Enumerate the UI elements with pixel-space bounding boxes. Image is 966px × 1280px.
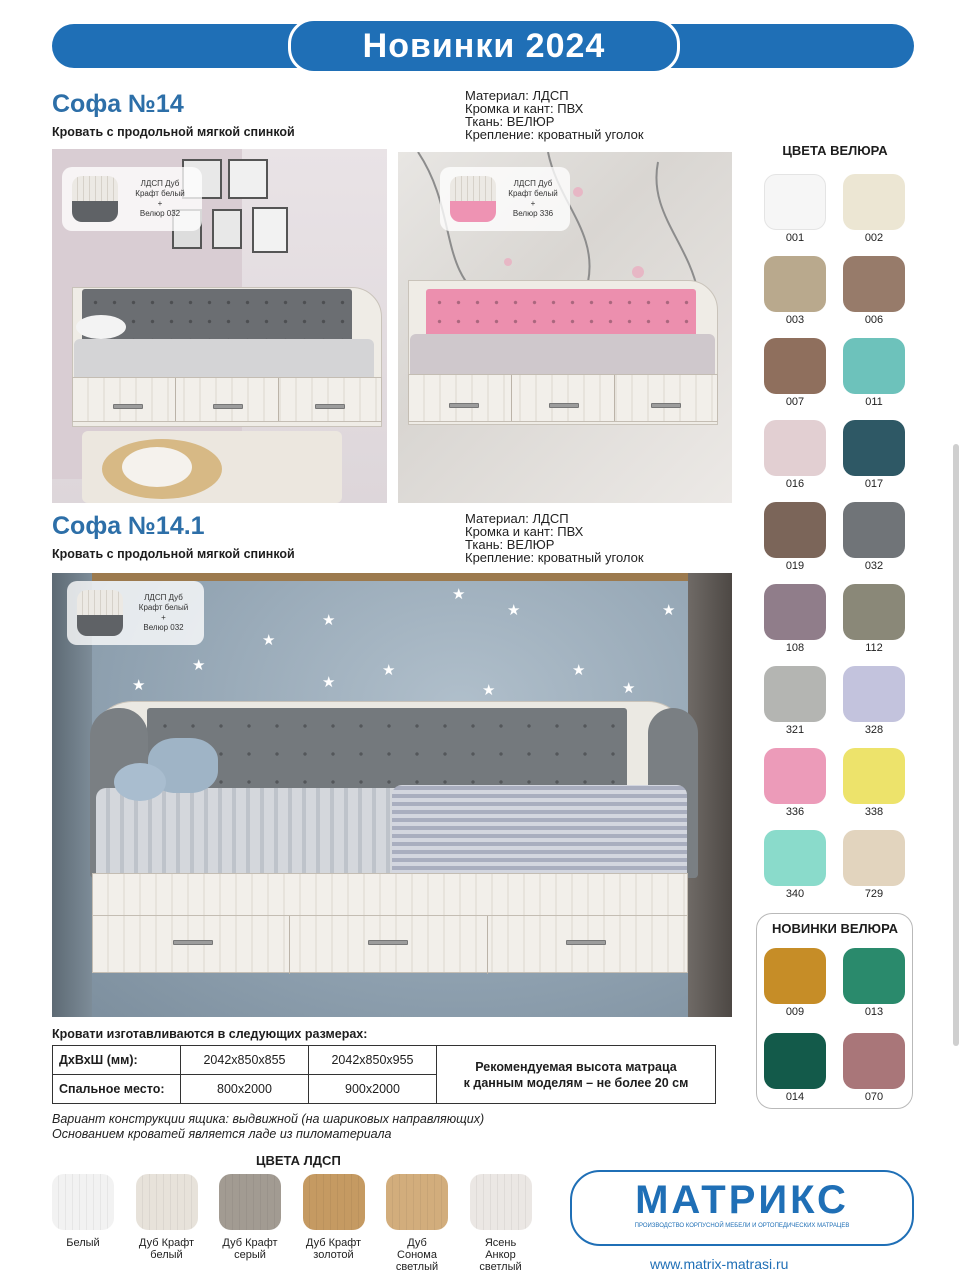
velour-swatch-001: [764, 174, 826, 230]
sizes-table: [52, 1045, 716, 1104]
velour-swatch-003: [764, 256, 826, 312]
velour-code: 002: [864, 232, 884, 244]
velour-swatch-016: [764, 420, 826, 476]
velour-swatch-338: [843, 748, 905, 804]
material-badge-1: ЛДСП Дуб Крафт белый + Велюр 032: [62, 167, 202, 231]
velour-code: 009: [785, 1006, 805, 1018]
velour-swatch-002: [843, 174, 905, 230]
ldsp-name: Ясень Анкор светлый: [479, 1237, 522, 1273]
velour-swatch-328: [843, 666, 905, 722]
mattress-note: Рекомендуемая высота матраца к данным моделям – не более 20 см: [437, 1046, 716, 1104]
star-icon: ★: [262, 632, 276, 649]
star-icon: ★: [132, 677, 146, 694]
velour-code: 006: [864, 314, 884, 326]
spec-mount: Крепление: кроватный уголок: [465, 127, 644, 142]
velour-swatch-007: [764, 338, 826, 394]
model2-specs: [465, 512, 644, 564]
model2-title: Софа №14.1: [52, 512, 205, 540]
velour-code: 001: [785, 232, 805, 244]
ldsp-swatch: [303, 1174, 365, 1230]
new-velour-swatch-013: [843, 948, 905, 1004]
model2-subtitle: Кровать с продольной мягкой спинкой: [52, 547, 295, 561]
velour-code: 321: [785, 724, 805, 736]
scrollbar[interactable]: [953, 444, 959, 1046]
new-velour-title: НОВИНКИ ВЕЛЮРА: [771, 921, 898, 936]
ldsp-swatch: [386, 1174, 448, 1230]
velour-code: 328: [864, 724, 884, 736]
ldsp-swatch: [470, 1174, 532, 1230]
velour-code: 016: [785, 478, 805, 490]
velour-code: 019: [785, 560, 805, 572]
star-icon: ★: [382, 662, 396, 679]
spec-mount: Крепление: кроватный уголок: [465, 550, 644, 565]
new-velour-swatch-014: [764, 1033, 826, 1089]
logo-tagline: ПРОИЗВОДСТВО КОРПУСНОЙ МЕБЕЛИ И ОРТОПЕДИЧЕСКИХ МАТРАЦЕВ: [634, 1223, 850, 1229]
model1-title: Софа №14: [52, 90, 184, 118]
sofa14-pink-photo: [398, 152, 732, 503]
ldsp-swatch: [52, 1174, 114, 1230]
construction-notes: Вариант конструкции ящика: выдвижной (на шариковых направляющих) Основанием кроватей является ладе из пиломатериала: [52, 1112, 485, 1141]
velour-swatch-011: [843, 338, 905, 394]
velour-code: 013: [864, 1006, 884, 1018]
star-icon: ★: [622, 680, 636, 697]
velour-swatch-336: [764, 748, 826, 804]
spec-material: Материал: ЛДСП: [465, 511, 569, 526]
ldsp-name: Дуб Крафт серый: [222, 1237, 278, 1261]
sleep-value: 800х2000: [181, 1075, 309, 1104]
material-badge-2: ЛДСП Дуб Крафт белый + Велюр 336: [440, 167, 570, 231]
velour-swatch-032: [843, 502, 905, 558]
star-icon: ★: [322, 674, 336, 691]
star-icon: ★: [507, 602, 521, 619]
velour-swatch-112: [843, 584, 905, 640]
velour-code: 011: [865, 396, 883, 408]
ldsp-name: Белый: [66, 1237, 100, 1249]
dims-value: 2042х850х855: [181, 1046, 309, 1075]
model1-subtitle: Кровать с продольной мягкой спинкой: [52, 125, 295, 139]
spec-material: Материал: ЛДСП: [465, 88, 569, 103]
sofa14-grey-photo: [52, 149, 387, 503]
star-icon: ★: [662, 602, 676, 619]
ldsp-name: Дуб Крафт белый: [138, 1237, 195, 1261]
new-velour-swatch-070: [843, 1033, 905, 1089]
spec-edge: Кромка и кант: ПВХ: [465, 524, 584, 539]
logo-word: МАТРИКС: [635, 1178, 849, 1222]
sizes-heading: Кровати изготавливаются в следующих размерах:: [52, 1027, 368, 1041]
velour-swatch-340: [764, 830, 826, 886]
spec-fabric: Ткань: ВЕЛЮР: [465, 537, 555, 552]
velour-code: 017: [864, 478, 884, 490]
velour-code: 003: [785, 314, 805, 326]
velour-swatch-108: [764, 584, 826, 640]
spec-edge: Кромка и кант: ПВХ: [465, 101, 584, 116]
star-icon: ★: [482, 682, 496, 699]
sleep-label: Спальное место:: [53, 1075, 181, 1104]
velour-code: 070: [864, 1091, 884, 1103]
ldsp-swatch: [219, 1174, 281, 1230]
velour-code: 007: [785, 396, 805, 408]
dims-label: ДхВхШ (мм):: [53, 1046, 181, 1075]
ldsp-swatch: [136, 1174, 198, 1230]
velour-swatch-729: [843, 830, 905, 886]
table-row: [53, 1046, 716, 1075]
velour-swatch-019: [764, 502, 826, 558]
sleep-value: 900х2000: [309, 1075, 437, 1104]
new-velour-swatch-009: [764, 948, 826, 1004]
page-title: Новинки 2024: [288, 18, 680, 74]
velour-swatch-321: [764, 666, 826, 722]
material-badge-3: ЛДСП Дуб Крафт белый + Велюр 032: [67, 581, 204, 645]
velour-code: 112: [865, 642, 883, 654]
velour-code: 032: [864, 560, 884, 572]
ldsp-name: Дуб Сонома светлый: [395, 1237, 439, 1273]
spec-fabric: Ткань: ВЕЛЮР: [465, 114, 555, 129]
model1-specs: [465, 89, 644, 141]
velour-title: ЦВЕТА ВЕЛЮРА: [782, 143, 888, 158]
velour-code: 108: [785, 642, 805, 654]
star-icon: ★: [322, 612, 336, 629]
website-link[interactable]: www.matrix-matrasi.ru: [650, 1256, 789, 1272]
dims-value: 2042х850х955: [309, 1046, 437, 1075]
velour-code: 338: [864, 806, 884, 818]
velour-swatch-006: [843, 256, 905, 312]
ldsp-name: Дуб Крафт золотой: [305, 1237, 362, 1261]
velour-swatch-017: [843, 420, 905, 476]
velour-code: 340: [785, 888, 805, 900]
star-icon: ★: [572, 662, 586, 679]
velour-code: 014: [785, 1091, 805, 1103]
velour-code: 729: [864, 888, 884, 900]
ldsp-title: ЦВЕТА ЛДСП: [256, 1153, 341, 1168]
velour-code: 336: [785, 806, 805, 818]
brand-logo: [570, 1170, 914, 1246]
star-icon: ★: [192, 657, 206, 674]
sofa14-1-photo: [52, 573, 732, 1017]
star-icon: ★: [452, 586, 466, 603]
